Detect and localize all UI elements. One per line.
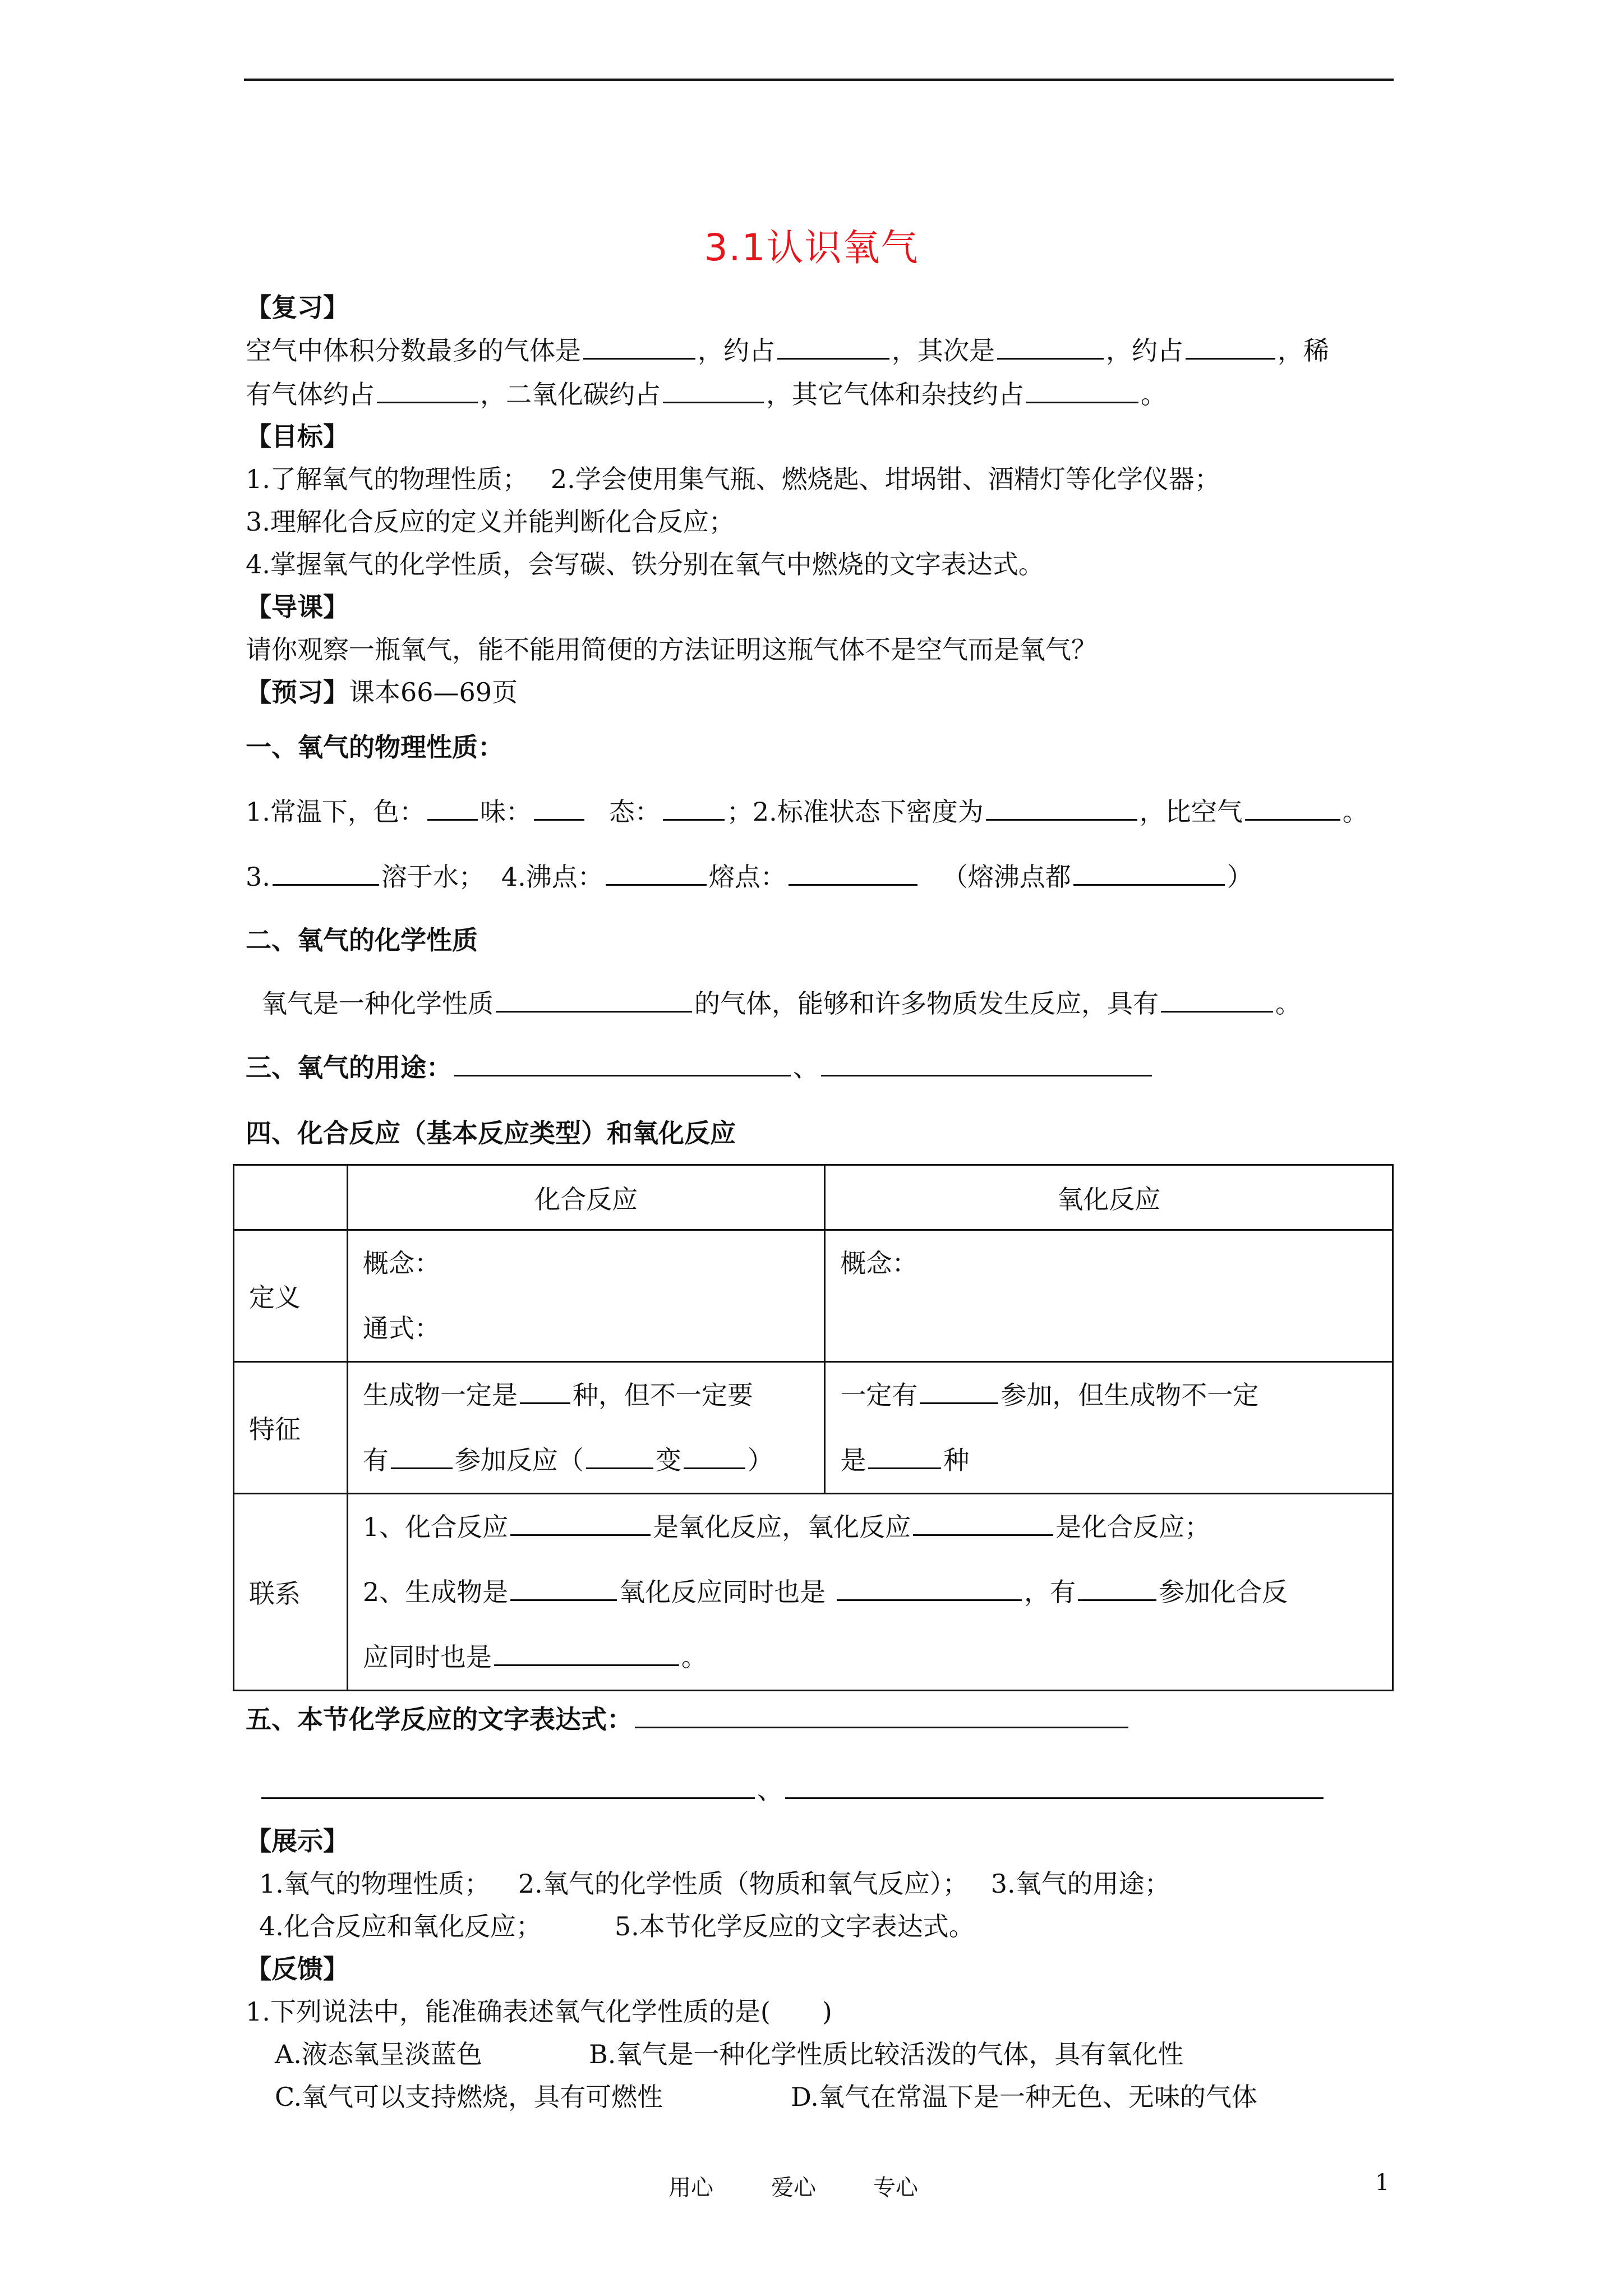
table-cell (347, 1362, 825, 1494)
fill-blank[interactable] (1186, 333, 1275, 360)
cell-text: 参加，但生成物不一定 (1000, 1380, 1259, 1410)
option-a[interactable]: A.液态氧呈淡蓝色 (275, 2039, 482, 2069)
table-header-row (234, 1165, 1393, 1230)
fill-blank[interactable] (1073, 859, 1225, 886)
text: 1.常温下，色： (246, 797, 425, 827)
table-cell[interactable] (825, 1230, 1393, 1362)
fill-blank[interactable] (606, 859, 707, 886)
fill-blank[interactable] (427, 794, 478, 821)
goals-heading: 【目标】 (246, 421, 349, 452)
preview-text: 课本66—69页 (349, 677, 518, 707)
fill-blank[interactable] (391, 1443, 453, 1469)
text: 的气体，能够和许多物质发生反应，具有 (694, 988, 1159, 1019)
fill-blank[interactable] (821, 1050, 1152, 1076)
show-line-2 (259, 1910, 975, 1943)
cell-text: 一定有 (840, 1380, 918, 1410)
fill-blank[interactable] (789, 859, 917, 886)
table-row-relation (234, 1494, 1393, 1691)
fill-blank[interactable] (586, 1443, 653, 1469)
cell-text: 种，但不一定要 (572, 1380, 753, 1410)
cell-text: 是 (840, 1445, 866, 1475)
text: 空气中体积分数最多的气体是 (246, 335, 581, 366)
review-line-1 (246, 333, 1329, 367)
section-2-heading: 二、氧气的化学性质 (246, 925, 478, 955)
cell-text: 。 (681, 1642, 707, 1672)
fill-blank[interactable] (684, 1443, 745, 1469)
goal-item-3: 3.理解化合反应的定义并能判断化合反应； (246, 507, 735, 537)
cell-text: 概念： (362, 1248, 440, 1278)
fill-blank[interactable] (1026, 377, 1138, 403)
row-label: 特征 (234, 1362, 348, 1494)
fill-blank[interactable] (920, 1378, 998, 1404)
cell-text: 生成物一定是 (362, 1380, 518, 1410)
fill-blank[interactable] (986, 794, 1137, 821)
show-item-4: 4.化合反应和氧化反应； (259, 1911, 542, 1941)
text: 。 (1275, 988, 1301, 1019)
section-5-heading: 五、本节化学反应的文字表达式： (246, 1704, 633, 1734)
text: ） (1227, 862, 1253, 892)
show-item-1: 1.氧气的物理性质； (259, 1869, 490, 1899)
feedback-heading: 【反馈】 (246, 1954, 349, 1984)
show-item-3: 3.氧气的用途； (990, 1869, 1170, 1899)
fill-blank[interactable] (1245, 794, 1340, 821)
question-1-options-row-1 (275, 2037, 1183, 2071)
section-2-line (261, 986, 1301, 1020)
table-row-features (234, 1362, 1393, 1494)
section-3-line (246, 1050, 1154, 1084)
section-1-heading: 一、氧气的物理性质： (246, 732, 504, 762)
text: ，二氧化碳约占 (480, 379, 661, 409)
section-5-line-1 (246, 1702, 1131, 1736)
table-cell[interactable] (347, 1230, 825, 1362)
cell-text: 是化合反应； (1055, 1512, 1211, 1542)
fill-blank[interactable] (913, 1510, 1053, 1536)
text: 4.沸点： (501, 862, 603, 892)
preview-heading: 【预习】 (246, 677, 349, 707)
preview-line (246, 675, 518, 709)
fill-blank[interactable] (997, 333, 1104, 360)
row-label: 定义 (234, 1230, 348, 1362)
text: 氧气是一种化学性质 (261, 988, 494, 1019)
fill-blank[interactable] (520, 1378, 570, 1404)
text: ，约占 (1106, 335, 1183, 366)
show-line-1 (259, 1867, 1170, 1901)
header-rule (244, 79, 1394, 81)
row-label: 联系 (234, 1494, 348, 1691)
fill-blank[interactable] (454, 1050, 791, 1076)
cell-text: 变 (655, 1445, 681, 1475)
option-b[interactable]: B.氧气是一种化学性质比较活泼的气体，具有氧化性 (589, 2039, 1184, 2069)
cell-text: 参加化合反 (1159, 1577, 1288, 1607)
guide-text: 请你观察一瓶氧气，能不能用简便的方法证明这瓶气体不是空气而是氧气？ (246, 634, 1097, 665)
show-item-5: 5.本节化学反应的文字表达式。 (614, 1911, 975, 1941)
fill-blank[interactable] (868, 1443, 941, 1469)
cell-text: ，有 (1024, 1577, 1076, 1607)
text: 熔点： (708, 862, 786, 892)
text: ，其次是 (892, 335, 995, 366)
fill-blank[interactable] (1161, 986, 1273, 1013)
page-title: 3.1认识氧气 (704, 226, 919, 269)
text: ，约占 (698, 335, 775, 366)
fill-blank[interactable] (1078, 1575, 1156, 1601)
text: ，其它气体和杂技约占 (766, 379, 1024, 409)
fill-blank[interactable] (534, 794, 584, 821)
fill-blank[interactable] (494, 1640, 679, 1666)
review-heading: 【复习】 (246, 292, 349, 323)
section-3-heading: 三、氧气的用途： (246, 1052, 452, 1083)
cell-text: 2、生成物是 (362, 1577, 509, 1607)
table-cell (234, 1165, 348, 1230)
fill-blank[interactable] (583, 333, 695, 360)
text: 、 (757, 1775, 783, 1805)
text: ，稀 (1278, 335, 1329, 366)
fill-blank[interactable] (496, 986, 692, 1013)
section-1-line-2 (246, 859, 1253, 894)
cell-text: 概念： (840, 1248, 918, 1278)
cell-text: ） (747, 1445, 773, 1475)
fill-blank[interactable] (837, 1575, 1022, 1601)
option-c[interactable]: C.氧气可以支持燃烧，具有可燃性 (275, 2082, 663, 2112)
question-1: 1.下列说法中，能准确表述氧气化学性质的是( ) (246, 1996, 832, 2027)
table-row-definition (234, 1230, 1393, 1362)
fill-blank[interactable] (377, 377, 478, 403)
table-header-combination: 化合反应 (347, 1165, 825, 1230)
goal-item-4: 4.掌握氧气的化学性质，会写碳、铁分别在氧气中燃烧的文字表达式。 (246, 549, 1044, 579)
table-cell (347, 1494, 1393, 1691)
fill-blank[interactable] (635, 1702, 1128, 1728)
text: 3. (246, 862, 270, 892)
cell-text: 是氧化反应，氧化反应 (653, 1512, 911, 1542)
text: 。 (1141, 379, 1166, 409)
goals-line-1 (246, 462, 1220, 496)
table-cell (825, 1362, 1393, 1494)
question-1-options-row-2 (275, 2080, 1257, 2114)
comparison-table (233, 1164, 1394, 1691)
text: 。 (1342, 797, 1368, 827)
cell-text: 氧化反应同时也是 (619, 1577, 826, 1607)
footer-motto-1: 用心 (668, 2175, 713, 2201)
text: 味： (479, 797, 532, 827)
fill-blank[interactable] (663, 794, 725, 821)
text: ，比空气 (1139, 797, 1243, 827)
footer-motto-3: 专心 (873, 2175, 918, 2201)
fill-blank[interactable] (510, 1510, 651, 1536)
cell-text: 有 (362, 1445, 389, 1475)
text: 态： (608, 797, 661, 827)
section-1-line-1 (246, 794, 1368, 829)
text: 溶于水； (381, 862, 485, 892)
cell-text: 参加反应（ (454, 1445, 584, 1475)
footer-motto-2: 爱心 (771, 2175, 816, 2201)
cell-text: 1、化合反应 (362, 1512, 509, 1542)
fill-blank[interactable] (261, 1773, 755, 1799)
fill-blank[interactable] (777, 333, 889, 360)
text: 有气体约占 (246, 379, 375, 409)
text: （熔沸点都 (942, 862, 1071, 892)
section-4-heading: 四、化合反应（基本反应类型）和氧化反应 (246, 1118, 736, 1148)
cell-text: 通式： (362, 1313, 440, 1343)
option-d[interactable]: D.氧气在常温下是一种无色、无味的气体 (791, 2082, 1257, 2112)
fill-blank[interactable] (663, 377, 764, 403)
fill-blank[interactable] (785, 1773, 1324, 1799)
table-header-oxidation: 氧化反应 (825, 1165, 1393, 1230)
cell-text: 种 (943, 1445, 970, 1475)
fill-blank[interactable] (273, 859, 379, 886)
goal-item-2: 2.学会使用集气瓶、燃烧匙、坩埚钳、酒精灯等化学仪器； (550, 464, 1220, 494)
text: ；2.标准状态下密度为 (726, 797, 984, 827)
show-item-2: 2.氧气的化学性质（物质和氧气反应）； (518, 1869, 969, 1899)
section-5-line-2 (261, 1773, 1326, 1807)
guide-heading: 【导课】 (246, 592, 349, 622)
page-number: 1 (1375, 2170, 1390, 2196)
cell-text: 应同时也是 (362, 1642, 492, 1672)
text: 、 (793, 1052, 819, 1083)
fill-blank[interactable] (510, 1575, 617, 1601)
goal-item-1: 1.了解氧气的物理性质； (246, 464, 528, 494)
show-heading: 【展示】 (246, 1826, 349, 1856)
review-line-2 (246, 377, 1166, 411)
